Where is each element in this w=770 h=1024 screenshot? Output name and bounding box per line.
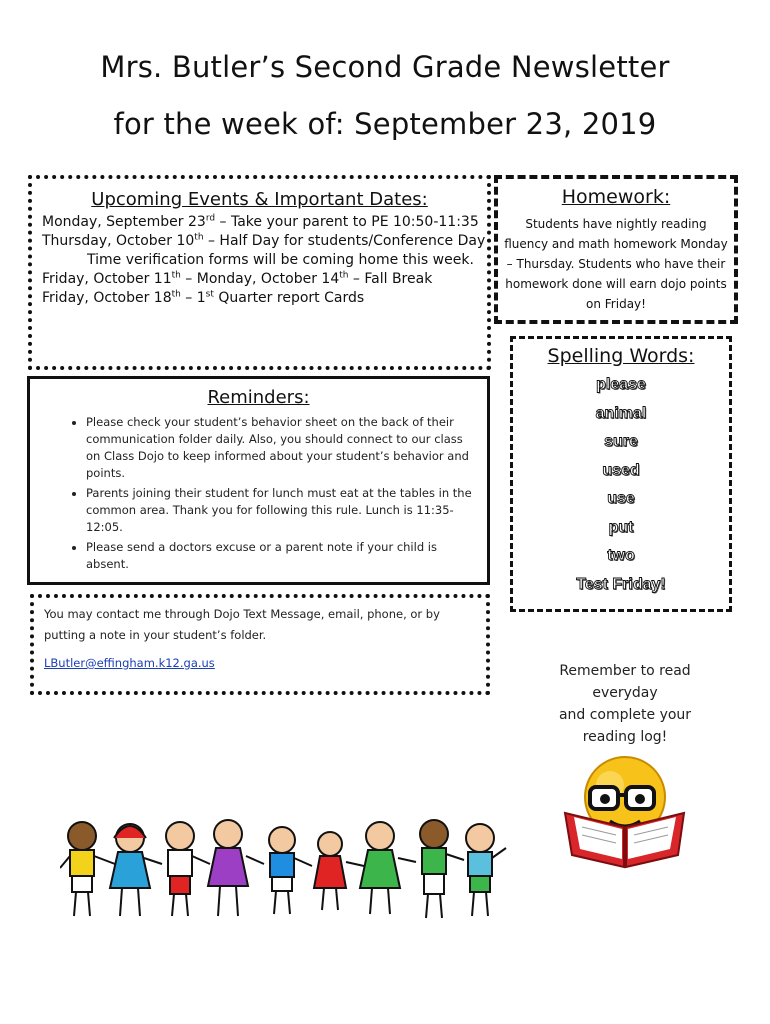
event-line: Monday, September 23rd – Take your parent to PE 10:50-11:35: [42, 213, 479, 230]
spelling-test-note: Test Friday!: [576, 575, 666, 593]
spelling-word: two: [607, 547, 635, 564]
event-line: Time verification forms will be coming home this week.: [87, 252, 474, 268]
homework-box: [494, 175, 738, 324]
spelling-heading: Spelling Words:: [547, 345, 695, 367]
spelling-word: used: [602, 461, 640, 479]
reminders-box: [27, 376, 490, 585]
spelling-word: please: [596, 376, 646, 393]
spelling-box: [510, 336, 732, 612]
spelling-word: sure: [604, 433, 638, 450]
reminders-list: [30, 414, 487, 573]
events-box: [28, 175, 491, 370]
spelling-word: put: [608, 518, 634, 536]
event-line: Friday, October 11th – Monday, October 14th – Fall Break: [42, 270, 433, 287]
event-line: Thursday, October 10th – Half Day for students/Conference Day: [42, 232, 486, 249]
events-heading: Upcoming Events & Important Dates:: [91, 189, 428, 210]
reminder-item: • Parents joining their student for lunch must eat at the tables in the common area. Thank you for following this rule. Lunch is 11:35-12:05.: [86, 485, 473, 536]
reminder-item: • Please check your student’s behavior sheet on the back of their communication folder daily. Also, you should connect to our class on Class Dojo to keep informed about your student’s behavior and points.: [86, 414, 473, 482]
event-line: Friday, October 18th – 1st Quarter report Cards: [42, 289, 365, 306]
newsletter-title: Mrs. Butler’s Second Grade Newsletter: [100, 50, 670, 84]
homework-text: Students have nightly reading fluency and math homework Monday – Thursday. Students who have their homework done will earn dojo points on Friday!: [504, 217, 728, 311]
newsletter-week: for the week of: September 23, 2019: [113, 107, 657, 141]
contact-box: [30, 594, 490, 695]
spelling-word: use: [607, 490, 635, 507]
homework-heading: Homework:: [561, 186, 671, 208]
reading-reminder: Remember to read everyday and complete your reading log!: [558, 663, 692, 745]
spelling-word: animal: [595, 404, 647, 422]
reminders-heading: Reminders:: [207, 387, 310, 408]
children-holding-hands-icon: [60, 808, 510, 932]
email-link[interactable]: LButler@effingham.k12.ga.us: [44, 656, 215, 670]
reminder-item: • Please send a doctors excuse or a parent note if your child is absent.: [86, 539, 473, 573]
contact-text: You may contact me through Dojo Text Message, email, phone, or by putting a note in your student’s folder.: [44, 607, 440, 642]
smiley-reading-book-icon: [560, 755, 700, 874]
